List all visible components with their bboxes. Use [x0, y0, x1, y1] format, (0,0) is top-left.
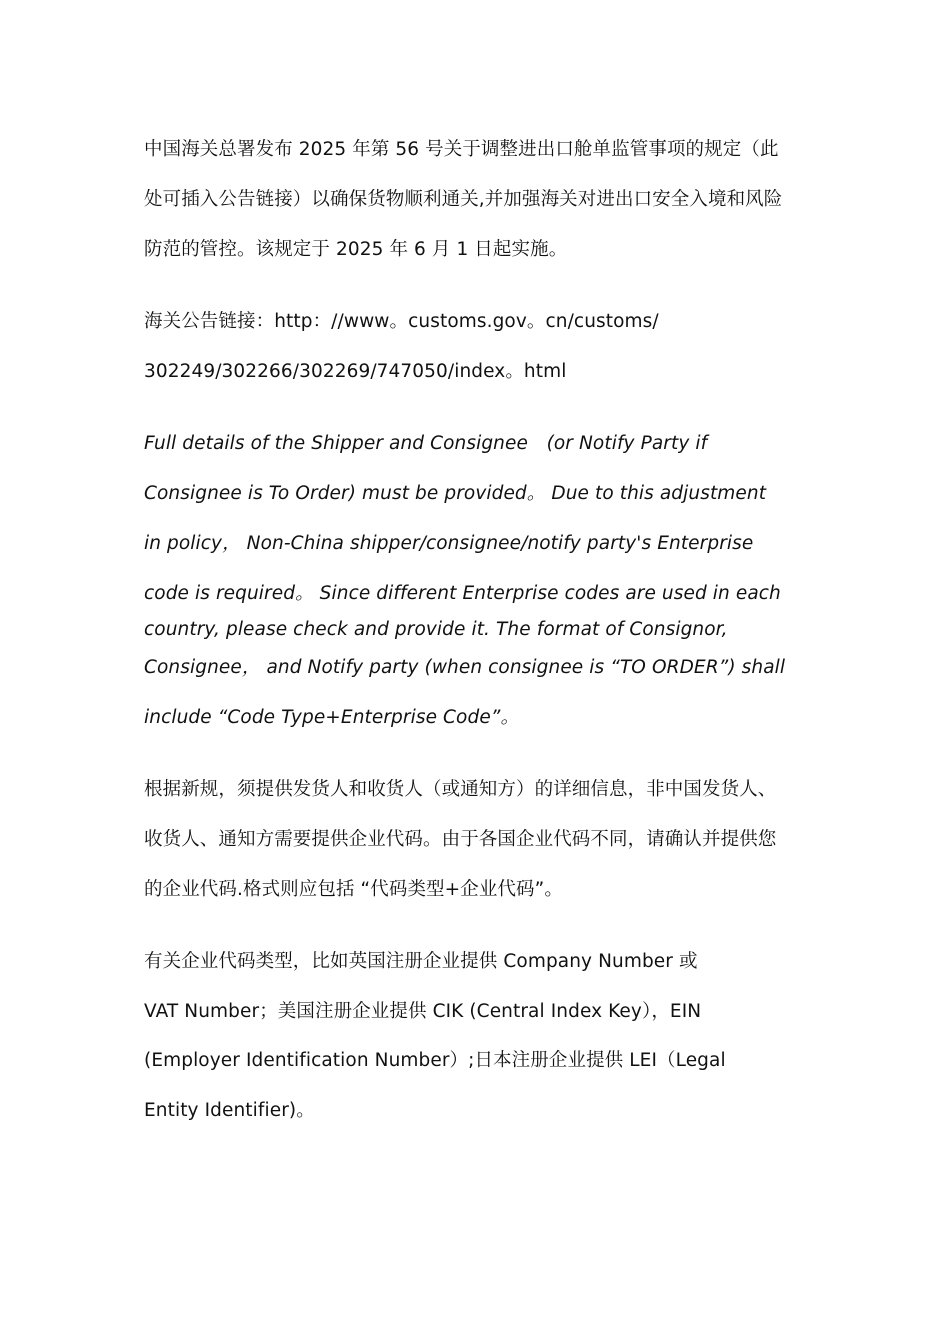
text-line: 海关公告链接：http：//www。customs.gov。cn/customs/ [144, 311, 659, 332]
text-line: 收货人、通知方需要提供企业代码。由于各国企业代码不同，请确认并提供您 [144, 829, 777, 850]
text-line: 根据新规，须提供发货人和收货人（或通知方）的详细信息，非中国发货人、 [144, 779, 777, 800]
text-line: code is required。 Since different Enterprise codes are used in each [144, 583, 781, 604]
text-line: 中国海关总署发布 2025 年第 56 号关于调整进出口舱单监管事项的规定（此 [144, 139, 779, 160]
text-line: 的企业代码.格式则应包括 “代码类型+企业代码”。 [144, 879, 563, 900]
text-line: Consignee is To Order) must be provided。 Due to this adjustment [144, 483, 767, 504]
text-line: 302249/302266/302269/747050/index。html [144, 361, 567, 382]
text-line: Entity Identifier)。 [144, 1100, 315, 1121]
text-line: 有关企业代码类型，比如英国注册企业提供 Company Number 或 [144, 951, 698, 972]
text-line: 防范的管控。该规定于 2025 年 6 月 1 日起实施。 [144, 239, 568, 260]
text-line: include “Code Type+Enterprise Code”。 [144, 707, 520, 728]
text-line: Full details of the Shipper and Consignee (or Notify Party if [144, 433, 708, 454]
text-line: in policy， Non-China shipper/consignee/notify party's Enterprise [144, 533, 754, 554]
text-line: country, please check and provide it. The format of Consignor, [144, 619, 728, 640]
text-line: 处可插入公告链接）以确保货物顺利通关,并加强海关对进出口安全入境和风险 [144, 189, 783, 210]
text-line: Consignee， and Notify party (when consignee is “TO ORDER”) shall [144, 657, 786, 678]
text-line: VAT Number；美国注册企业提供 CIK (Central Index Key），EIN [144, 1001, 702, 1022]
text-line: (Employer Identification Number）;日本注册企业提供 LEI（Legal [144, 1050, 726, 1071]
